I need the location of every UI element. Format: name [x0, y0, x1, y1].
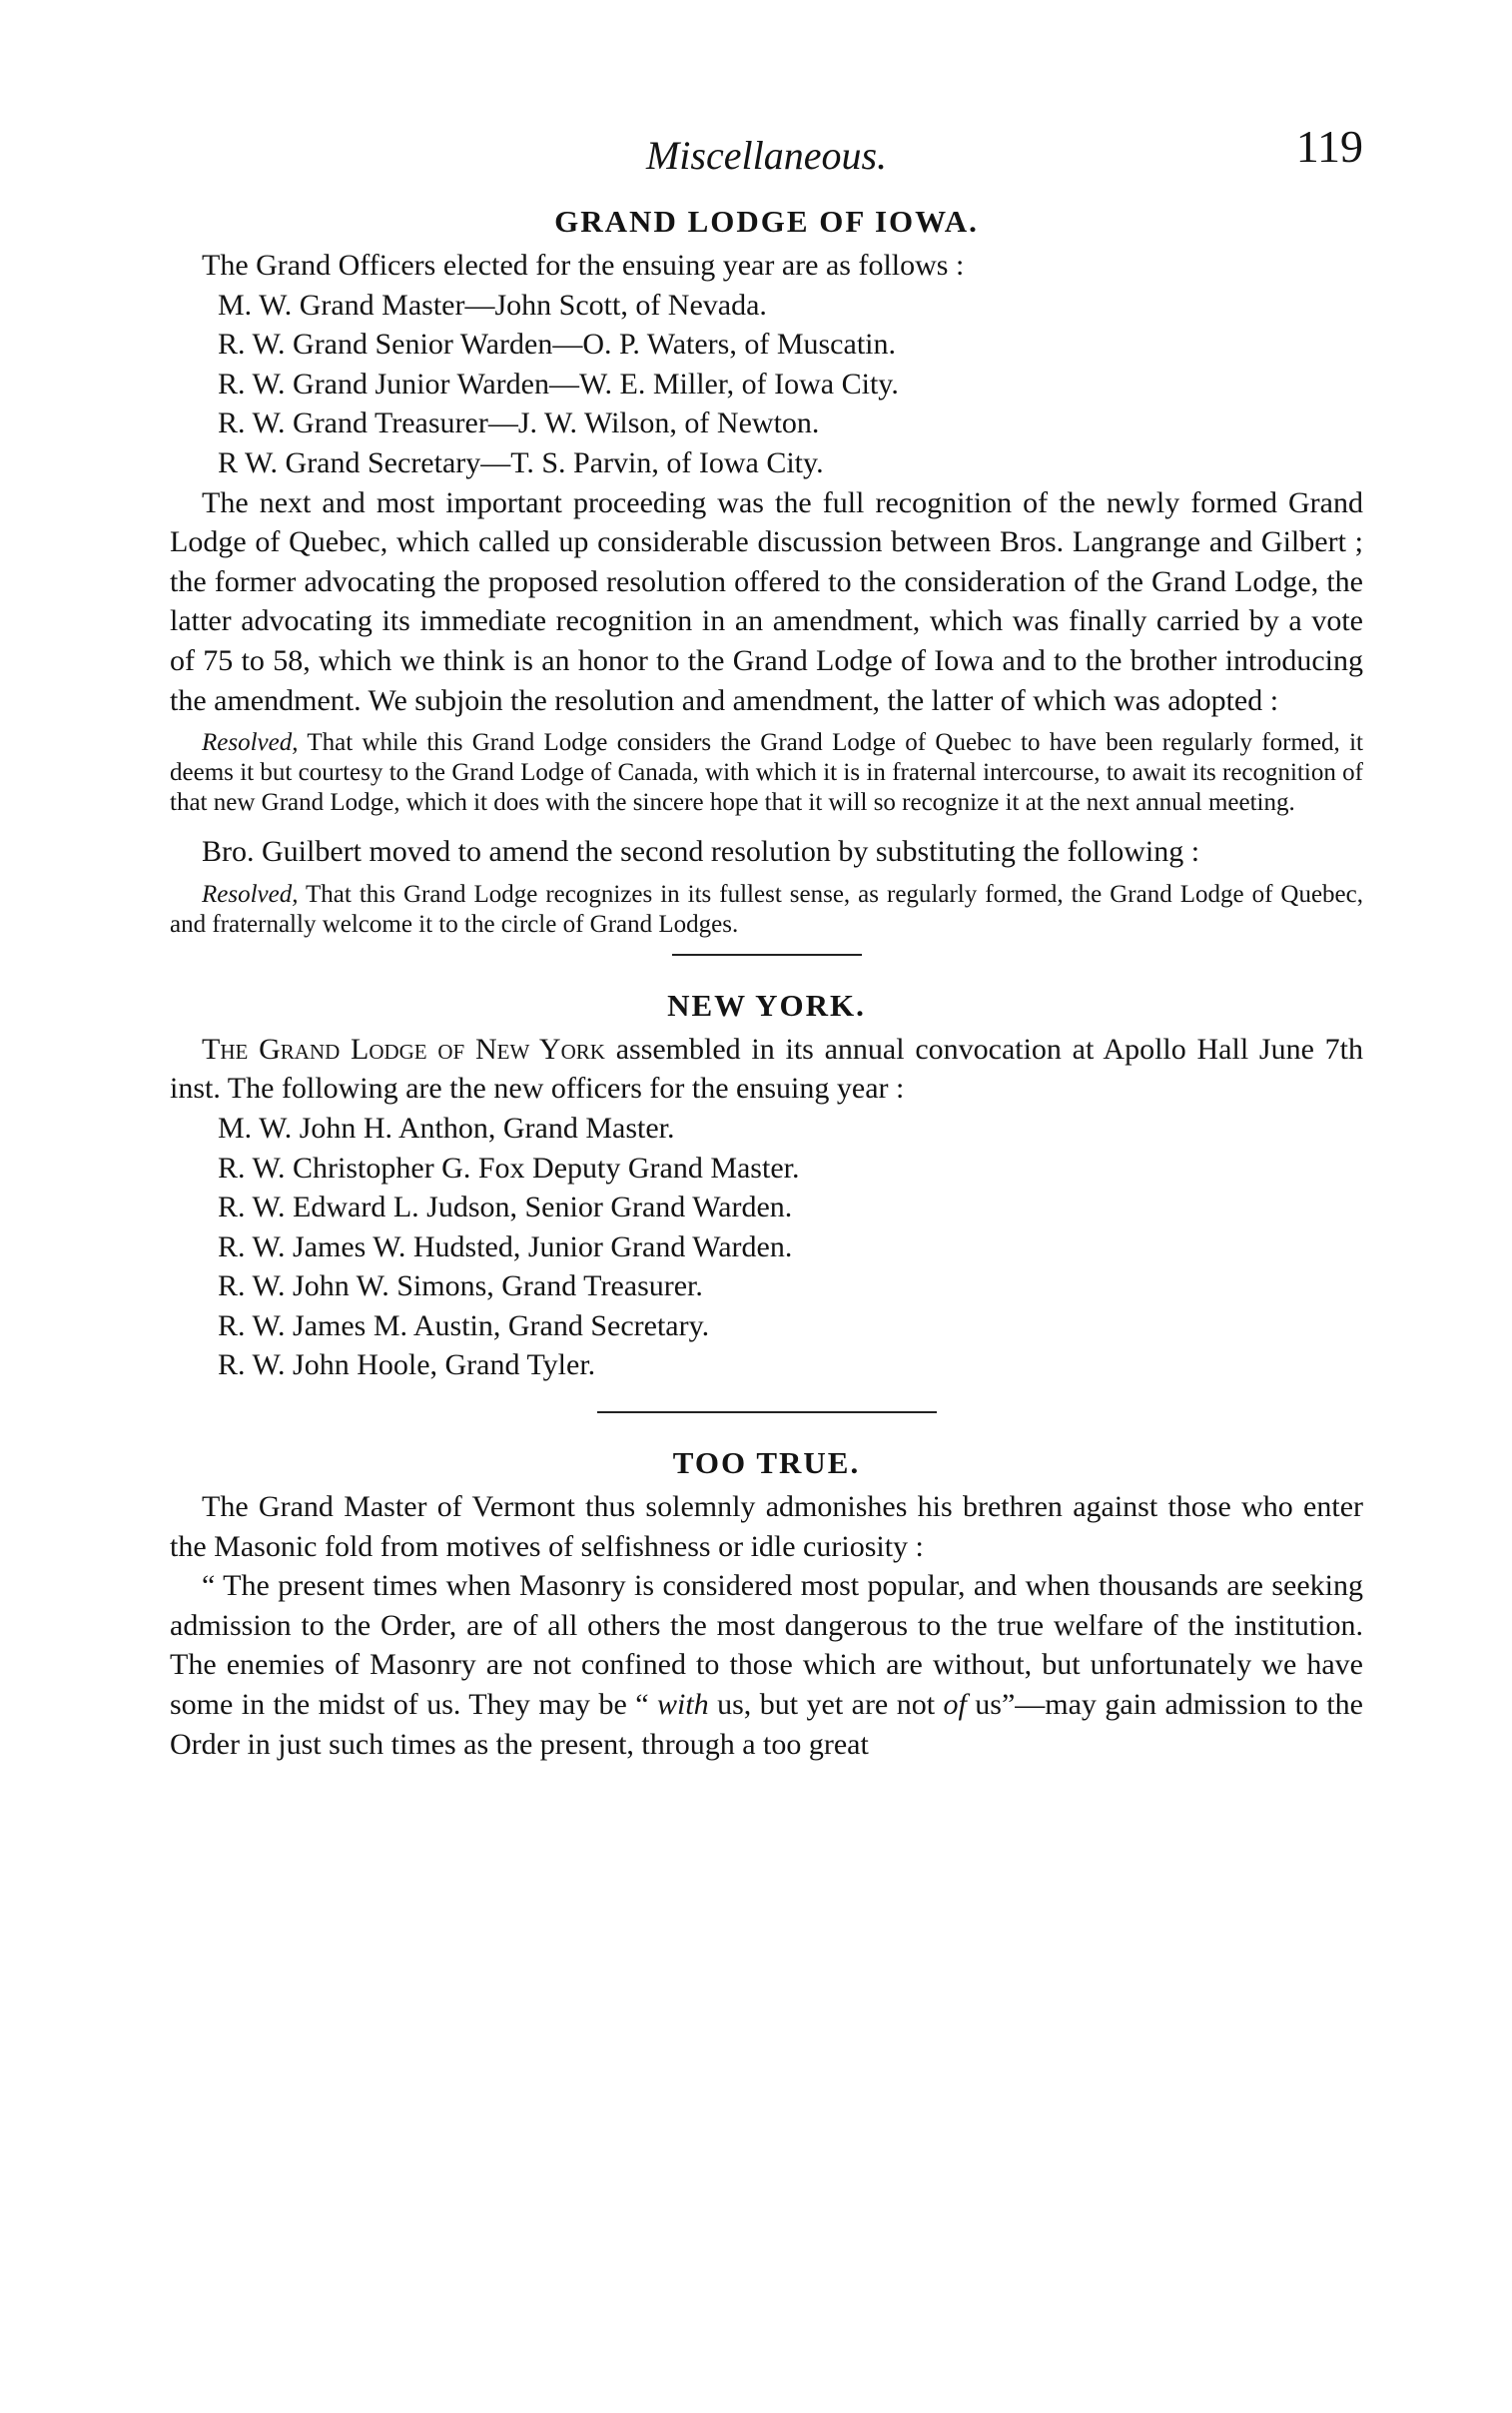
section-iowa — [170, 198, 1363, 940]
section-heading-new-york: NEW YORK. — [667, 987, 866, 1023]
amendment-text: That this Grand Lodge recognizes in its fullest sense, as regularly formed, the Grand Lodge of Quebec, and fraternally welcome it to the circle of Grand Lodges. — [170, 880, 1363, 938]
iowa-amend-paragraph: Bro. Guilbert moved to amend the second resolution by substituting the following : — [202, 835, 1200, 869]
iowa-amendment — [170, 880, 1363, 940]
quote-part-b: us, but yet are not — [708, 1688, 944, 1722]
list-item: R W. Grand Secretary—T. S. Parvin, of Iowa City. — [218, 445, 824, 479]
quote-of: of — [943, 1688, 967, 1722]
list-item: R. W. James W. Hudsted, Junior Grand Warden. — [218, 1229, 793, 1263]
section-too-true — [170, 1439, 1363, 1764]
list-item: R. W. Grand Senior Warden—O. P. Waters, of Muscatin. — [218, 328, 896, 362]
list-item: R. W. Christopher G. Fox Deputy Grand Master. — [218, 1151, 800, 1185]
too-true-intro: The Grand Master of Vermont thus solemnly admonishes his brethren against those who enter the Masonic fold from motives of selfishness or idle curiosity : — [170, 1490, 1363, 1563]
new-york-lead: The Grand Lodge of New York — [202, 1032, 605, 1066]
list-item: R. W. John W. Simons, Grand Treasurer. — [218, 1269, 703, 1303]
amendment-lead: Resolved, — [202, 880, 299, 908]
list-item: M. W. John H. Anthon, Grand Master. — [218, 1111, 675, 1145]
list-item: R. W. James M. Austin, Grand Secretary. — [218, 1308, 710, 1342]
quote-with: with — [657, 1688, 709, 1722]
running-title: Miscellaneous. — [645, 133, 888, 178]
list-item: R. W. Grand Treasurer—J. W. Wilson, of Newton. — [218, 406, 820, 440]
too-true-quote — [170, 1566, 1363, 1764]
section-heading-iowa: GRAND LODGE OF IOWA. — [554, 204, 979, 239]
new-york-text: assembled in its annual convocation at Apollo Hall June 7th inst. The following are the new officers for the ensuing year : — [170, 1032, 1363, 1106]
book-page — [170, 120, 1363, 1764]
section-new-york — [170, 982, 1363, 1385]
page-number: 119 — [1295, 121, 1363, 172]
section-heading-too-true: TOO TRUE. — [672, 1445, 861, 1481]
quote-part-a: “ The present times when Masonry is considered most popular, and when thousands are seeking admission to the Order, are of all others the most dangerous to the true welfare of the institution. The enemies of Masonry are not confined to those which are without, but unfortunately we have some in the midst of us. They may be “ — [170, 1569, 1363, 1722]
iowa-intro: The Grand Officers elected for the ensuing year are as follows : — [202, 249, 965, 282]
running-head — [170, 120, 1363, 198]
new-york-paragraph — [170, 1030, 1363, 1109]
list-item: R. W. Grand Junior Warden—W. E. Miller, of Iowa City. — [218, 367, 899, 401]
list-item: M. W. Grand Master—John Scott, of Nevada. — [218, 288, 767, 322]
resolution-text: That while this Grand Lodge considers the Grand Lodge of Quebec to have been regularly formed, it deems it but courtesy to the Grand Lodge of Canada, with which it is in fraternal intercourse, to await its recognition of that new Grand Lodge, which it does with the sincere hope that it will so recognize it at the next annual meeting. — [170, 729, 1363, 817]
resolution-lead: Resolved, — [202, 729, 299, 757]
iowa-officer-list — [170, 286, 1363, 483]
list-item: R. W. John Hoole, Grand Tyler. — [218, 1348, 596, 1382]
quote-part-c: us”—may gain admission to the Order in just such times as the present, through a too great — [170, 1688, 1363, 1761]
iowa-paragraph: The next and most important proceeding was the full recognition of the newly formed Grand Lodge of Quebec, which called up considerable discussion between Bros. Langrange and Gilbert ; the former advocating the proposed resolution offered to the consideration of the Grand Lodge, the latter advocating its immediate recognition in an amendment, which was finally carried by a vote of 75 to 58, which we think is an honor to the Grand Lodge of Iowa and to the brother introducing the amendment. We subjoin the resolution and amendment, the latter of which was adopted : — [170, 485, 1363, 717]
list-item: R. W. Edward L. Judson, Senior Grand Warden. — [218, 1191, 793, 1224]
new-york-officer-list — [170, 1109, 1363, 1385]
iowa-resolution — [170, 728, 1363, 818]
